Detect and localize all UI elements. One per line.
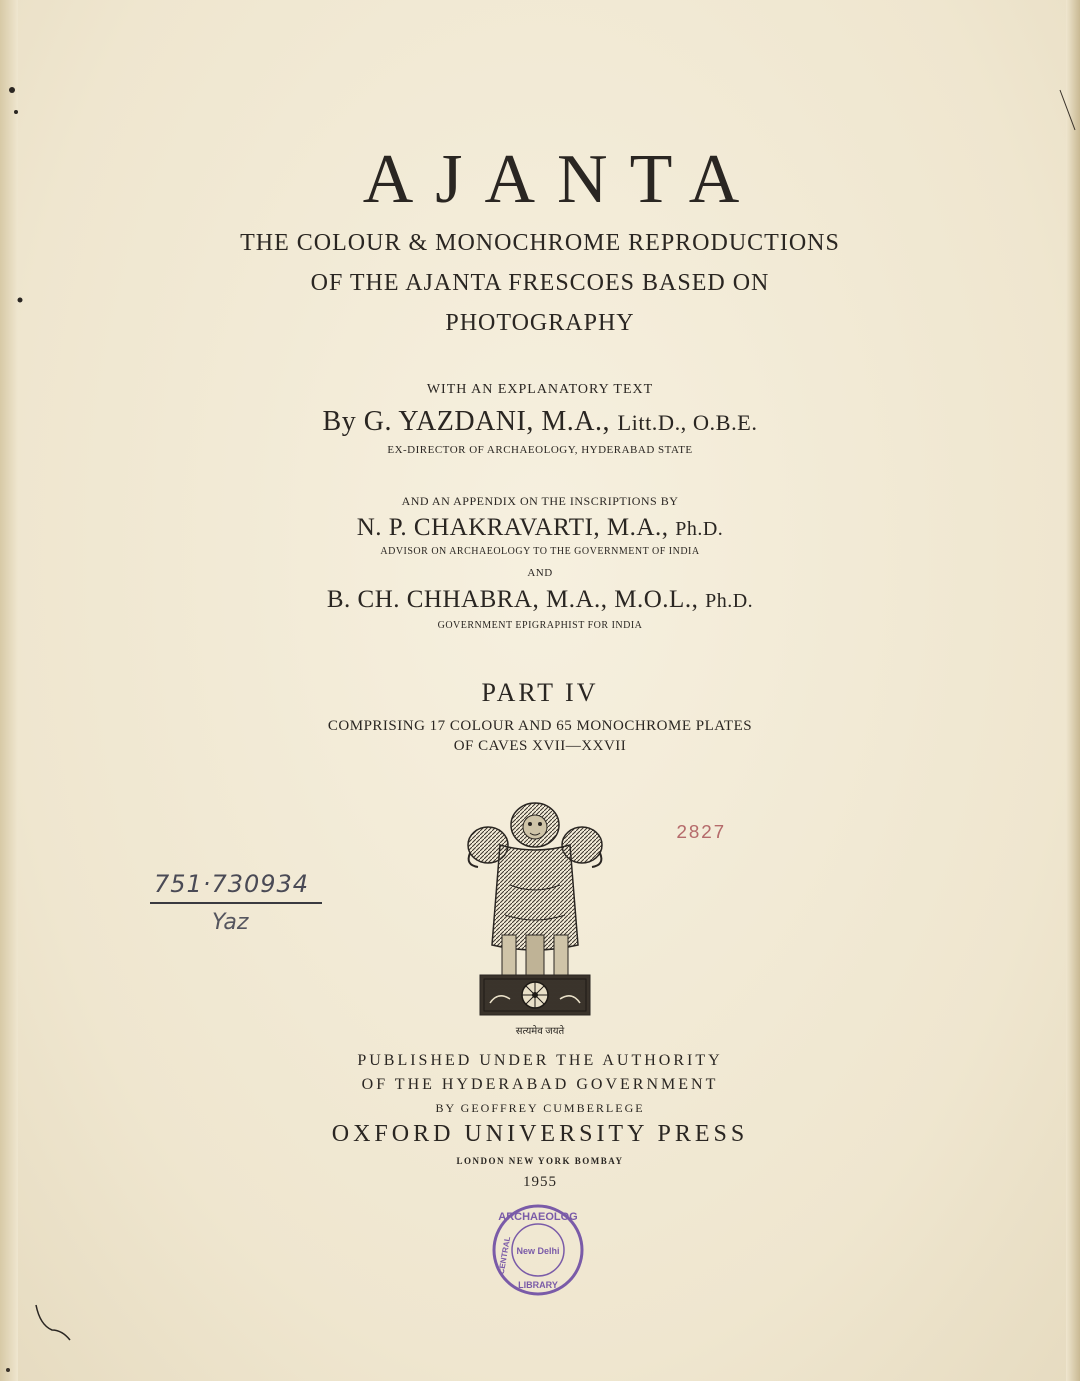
comprising-line-1: COMPRISING 17 COLOUR AND 65 MONOCHROME PLATES [327, 718, 753, 734]
publisher-by-line: BY GEOFFREY CUMBERLEGE [435, 1101, 645, 1115]
emblem-motto: सत्यमेव जयते [515, 1026, 565, 1037]
subtitle-line-1: THE COLOUR & MONOCHROME REPRODUCTIONS [240, 230, 840, 256]
author2-degree: Ph.D. [675, 518, 724, 540]
author3-line [0, 586, 1080, 614]
author1-name: G. YAZDANI, M.A., [363, 406, 610, 437]
seal-bottom-text: LIBRARY [518, 1280, 558, 1290]
seal-top-text: ARCHAEOLOG [498, 1211, 578, 1223]
author1-role: EX-DIRECTOR OF ARCHAEOLOGY, HYDERABAD STATE [387, 444, 693, 456]
publisher-name: OXFORD UNIVERSITY PRESS [331, 1121, 749, 1147]
and-line: AND [527, 567, 553, 579]
published-line-2: OF THE HYDERABAD GOVERNMENT [361, 1076, 719, 1093]
appendix-line: AND AN APPENDIX ON THE INSCRIPTIONS BY [401, 494, 679, 508]
seal-center-text: New Delhi [516, 1246, 560, 1256]
library-seal-stamp [488, 1200, 588, 1300]
accession-number-stamp: 2827 [676, 822, 726, 844]
seal-left-text: CENTRAL [496, 1235, 513, 1276]
author2-role: ADVISOR ON ARCHAEOLOGY TO THE GOVERNMENT OF INDIA [380, 546, 700, 557]
subtitle-line-2: OF THE AJANTA FRESCOES BASED ON [310, 270, 770, 296]
lion-capital-emblem-icon [460, 795, 610, 1025]
call-number-underline [150, 902, 322, 904]
author1-by: By [322, 406, 357, 437]
author2-line [0, 514, 1080, 542]
subtitle-line-3: PHOTOGRAPHY [445, 310, 635, 336]
author3-role: GOVERNMENT EPIGRAPHIST FOR INDIA [437, 620, 643, 631]
call-number-author-code: Yaz [212, 910, 249, 935]
book-title: AJANTA [362, 141, 762, 218]
explanatory-text-line: WITH AN EXPLANATORY TEXT [426, 382, 654, 397]
author1-degree: Litt.D., O.B.E. [617, 410, 758, 435]
publication-year: 1955 [523, 1174, 557, 1190]
author3-name: B. CH. CHHABRA, M.A., M.O.L., [326, 586, 699, 613]
author2-name: N. P. CHAKRAVARTI, M.A., [356, 514, 669, 541]
author1-line [0, 406, 1080, 438]
call-number: 751·730934 [154, 870, 310, 898]
publisher-cities: LONDON NEW YORK BOMBAY [456, 1156, 624, 1166]
published-line-1: PUBLISHED UNDER THE AUTHORITY [357, 1052, 723, 1069]
comprising-line-2: OF CAVES XVII—XXVII [453, 738, 627, 754]
part-number: PART IV [481, 678, 599, 707]
author3-degree: Ph.D. [705, 590, 754, 612]
